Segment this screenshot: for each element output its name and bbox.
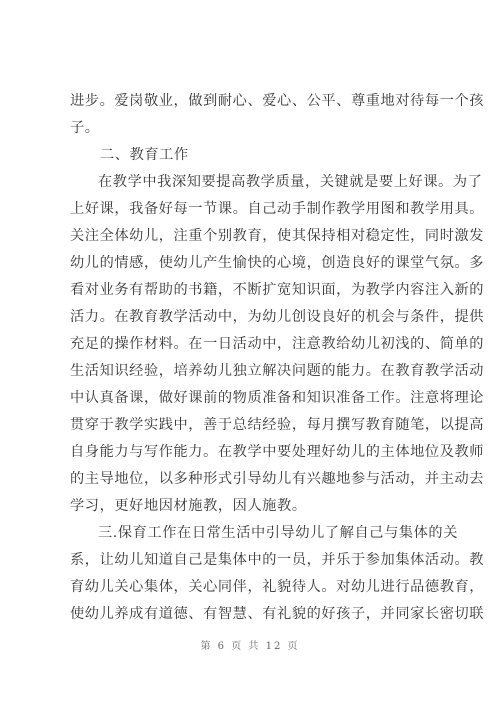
text-line-5: 上好课，我备好每一节课。自己动手制作教学用图和教学用具。 bbox=[70, 201, 485, 217]
page-number-footer: 第 6 页 共 12 页 bbox=[200, 641, 300, 652]
text-line-20: 使幼儿养成有道德、有智慧、有礼貌的好孩子，并同家长密切联 bbox=[70, 606, 485, 622]
text-line-10: 充足的操作材料。在一日活动中，注意教给幼儿初浅的、简单的 bbox=[70, 336, 485, 352]
text-line-6: 关注全体幼儿，注重个别教育，使其保持相对稳定性，同时激发 bbox=[70, 228, 485, 244]
text-line-16: 学习，更好地因材施教，因人施教。 bbox=[70, 498, 307, 514]
text-line-14: 自身能力与写作能力。在教学中要处理好幼儿的主体地位及教师 bbox=[70, 444, 485, 460]
text-line-12: 中认真备课，做好课前的物质准备和知识准备工作。注意将理论 bbox=[70, 390, 485, 406]
text-line-13: 贯穿于教学实践中，善于总结经验，每月撰写教育随笔，以提高 bbox=[70, 417, 485, 433]
section-heading-education: 二、教育工作 bbox=[100, 147, 189, 163]
text-line-2: 子。 bbox=[70, 120, 100, 136]
text-line-18: 系，让幼儿知道自己是集体中的一员，并乐于参加集体活动。教 bbox=[70, 552, 485, 568]
text-line-8: 看对业务有帮助的书籍，不断扩宽知识面，为教学内容注入新的 bbox=[70, 282, 485, 298]
text-line-1: 进步。爱岗敬业，做到耐心、爱心、公平、尊重地对待每一个孩 bbox=[70, 93, 485, 109]
text-line-4: 在教学中我深知要提高教学质量，关键就是要上好课。为了 bbox=[98, 174, 483, 190]
text-line-15: 的主导地位，以多种形式引导幼儿有兴趣地参与活动，并主动去 bbox=[70, 471, 485, 487]
text-line-11: 生活知识经验，培养幼儿独立解决问题的能力。在教育教学活动 bbox=[70, 363, 485, 379]
section-heading-care: 三.保育工作在日常生活中引导幼儿了解自己与集体的关 bbox=[98, 525, 459, 541]
text-line-7: 幼儿的情感，使幼儿产生愉快的心境，创造良好的课堂气氛。多 bbox=[70, 255, 485, 271]
text-line-9: 活力。在教育教学活动中，为幼儿创设良好的机会与条件，提供 bbox=[70, 309, 485, 325]
text-line-19: 育幼儿关心集体，关心同伴，礼貌待人。对幼儿进行品德教育， bbox=[70, 579, 485, 595]
